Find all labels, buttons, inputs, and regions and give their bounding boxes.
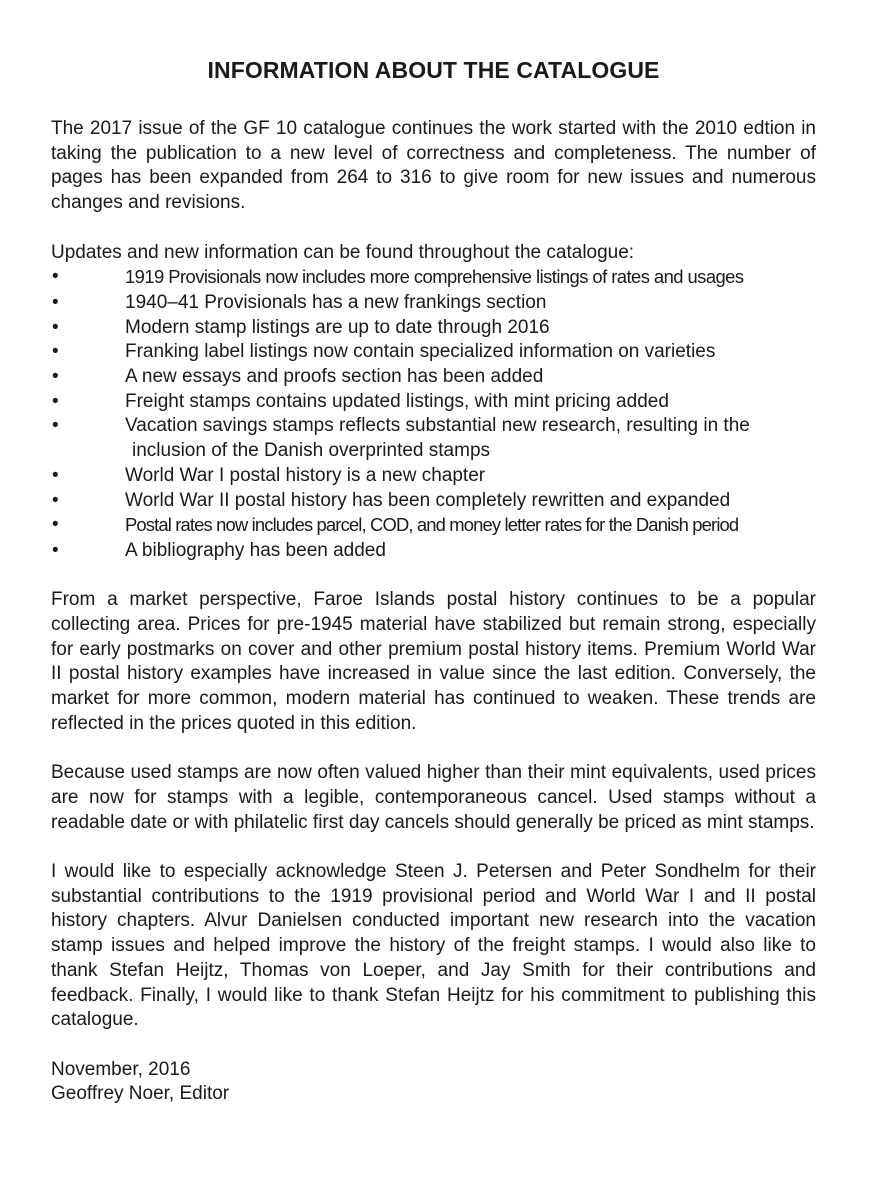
bullet-icon: •	[52, 539, 59, 561]
bullet-icon: •	[52, 464, 59, 486]
list-item	[51, 340, 816, 365]
bullet-icon: •	[52, 291, 59, 313]
list-item	[51, 365, 816, 390]
bullet-icon: •	[52, 366, 59, 388]
bullet-icon: •	[52, 489, 59, 511]
list-item	[51, 414, 816, 463]
editor-signature: Geoffrey Noer, Editor	[51, 1083, 230, 1105]
list-item	[51, 316, 816, 341]
list-item-text: Postal rates now includes parcel, COD, and money letter rates for the Danish period	[125, 514, 739, 536]
list-item-text: 1940–41 Provisionals has a new frankings section	[125, 291, 547, 313]
bullet-icon: •	[52, 390, 59, 412]
date-line: November, 2016	[51, 1058, 191, 1080]
bullet-icon: •	[52, 514, 59, 536]
list-item-text: 1919 Provisionals now includes more comprehensive listings of rates and usages	[125, 266, 744, 288]
list-item	[51, 291, 816, 316]
list-item-continuation: inclusion of the Danish overprinted stamps	[132, 440, 491, 462]
list-item-text: A new essays and proofs section has been added	[125, 366, 544, 388]
list-item-text: Freight stamps contains updated listings, with mint pricing added	[125, 390, 669, 412]
list-item-text: Vacation savings stamps reflects substantial new research, resulting in the	[125, 415, 750, 437]
list-item	[51, 464, 816, 489]
page-title: INFORMATION ABOUT THE CATALOGUE	[207, 57, 660, 83]
list-item-text: A bibliography has been added	[125, 539, 386, 561]
list-item	[51, 513, 816, 539]
intro-paragraph: The 2017 issue of the GF 10 catalogue continues the work started with the 2010 edtion in taking the publication to a new level of correctness and completeness. The number of pages has been expanded from 264 to 316 to give room for new issues and numerous changes and revisions.	[51, 118, 816, 214]
bullet-icon: •	[52, 341, 59, 363]
document-page	[51, 56, 816, 1107]
bullet-icon: •	[52, 415, 59, 437]
list-item-text: World War I postal history is a new chapter	[125, 464, 486, 486]
list-item-text: Modern stamp listings are up to date through 2016	[125, 316, 550, 338]
list-item-text: Franking label listings now contain specialized information on varieties	[125, 341, 716, 363]
list-item	[51, 489, 816, 514]
list-item	[51, 265, 816, 291]
updates-list	[51, 265, 816, 563]
bullet-icon: •	[52, 266, 59, 288]
signature-block	[51, 1058, 816, 1107]
list-item	[51, 539, 816, 564]
acknowledgements-paragraph: I would like to especially acknowledge Steen J. Petersen and Peter Sondhelm for their substantial contributions to the 1919 provisional period and World War I and II postal history chapters. Alvur Danielsen conducted important new research into the vacation stamp issues and helped improve the history of the freight stamps. I would also like to thank Stefan Heijtz, Thomas von Loeper, and Jay Smith for their contributions and feedback. Finally, I would like to thank Stefan Heijtz for his commitment to publishing this catalogue.	[51, 861, 816, 1031]
market-paragraph: From a market perspective, Faroe Islands postal history continues to be a popular collecting area. Prices for pre-1945 material have stabilized but remain strong, especially for early postmarks on cover and other premium postal history items. Premium World War II postal history examples have increased in value since the last edition. Conversely, the market for more common, modern material has continued to weaken. These trends are reflected in the prices quoted in this edition.	[51, 589, 816, 734]
updates-lead: Updates and new information can be found throughout the catalogue:	[51, 241, 635, 263]
bullet-icon: •	[52, 316, 59, 338]
list-item	[51, 390, 816, 415]
list-item-text: World War II postal history has been completely rewritten and expanded	[125, 489, 731, 511]
used-stamps-paragraph: Because used stamps are now often valued higher than their mint equivalents, used prices are now for stamps with a legible, contemporaneous cancel. Used stamps without a readable date or with philatelic first day cancels should generally be priced as mint stamps.	[51, 762, 816, 833]
